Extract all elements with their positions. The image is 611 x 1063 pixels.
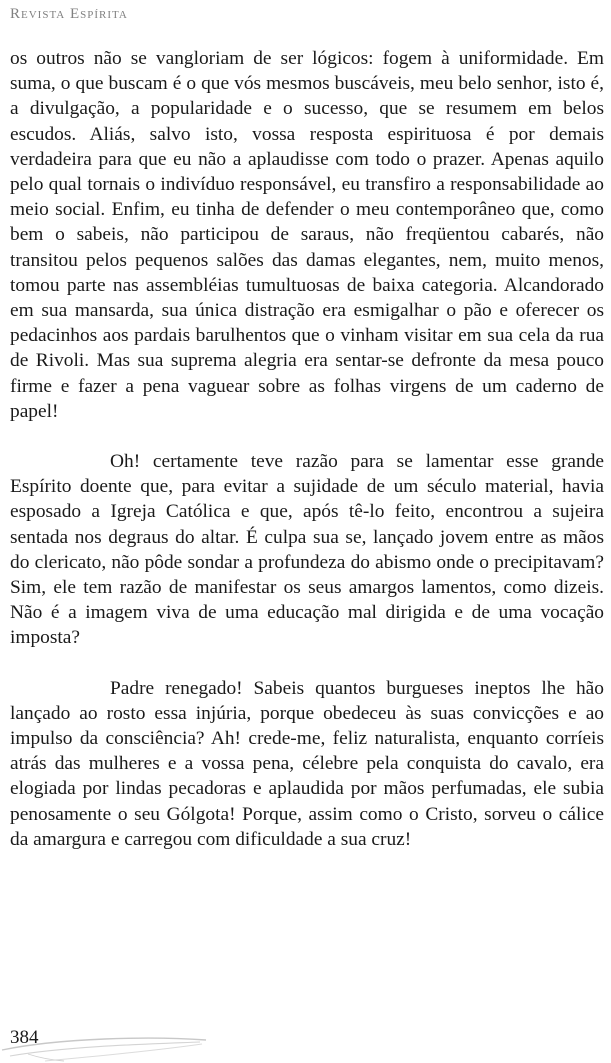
page-number: 384 xyxy=(10,1027,39,1048)
page-body xyxy=(10,46,604,852)
paragraph: Padre renegado! Sabeis quantos burgueses ineptos lhe hão lançado ao rosto essa injúria, porque obedeceu às suas convicções e ao impulso da consciência? Ah! crede-me, feliz naturalista, enquanto corríeis atrás das mulheres e a vossa pena, célebre pela conquista do cavalo, era elogiada por lindas pecadoras e aplaudida por mãos perfumadas, ele subia penosamente o seu Gólgota! Porque, assim como o Cristo, sorveu o cálice da amargura e carregou com dificuldade a sua cruz! xyxy=(10,677,604,850)
running-header: Revista Espírita xyxy=(10,6,128,22)
paragraph: Oh! certamente teve razão para se lamentar esse grande Espírito doente que, para evitar a sujidade de um século material, havia esposado a Igreja Católica e que, após tê-lo feito, encontrou a sujeira sentada nos degraus do altar. É culpa sua se, lançado jovem entre as mãos do clericato, não pôde sondar a profundeza do abismo onde o precipitavam? Sim, ele tem razão de manifestar os seus amargos lamentos, como dizeis. Não é a imagem viva de uma educação mal dirigida e de uma vocação imposta? xyxy=(10,451,604,649)
paragraph: os outros não se vangloriam de ser lógicos: fogem à uniformidade. Em suma, o que buscam é o que vós mesmos buscáveis, meu belo senhor, isto é, a divulgação, a popularidade e o sucesso, que se resumem em belos escudos. Aliás, salvo isto, vossa resposta espirituosa é por demais verdadeira para que eu não a aplaudisse com todo o prazer. Apenas aquilo pelo qual tornais o indivíduo responsável, eu transfiro a responsabilidade ao meio social. Enfim, eu tinha de defender o meu contemporâneo que, como bem o sabeis, não participou de saraus, não freqüentou cabarés, não transitou pelos pequenos salões das damas elegantes, nem, muito menos, tomou parte nas assembléias tumultuosas de baixa categoria. Alcandorado em sua mansarda, sua única distração era esmigalhar o pão e oferecer os pedacinhos aos pardais barulhentos que o vinham visitar em sua cela da rua de Rivoli. Mas sua suprema alegria era sentar-se defronte da mesa pouco firme e fazer a pena vaguear sobre as folhas virgens de um caderno de papel! xyxy=(10,48,604,422)
